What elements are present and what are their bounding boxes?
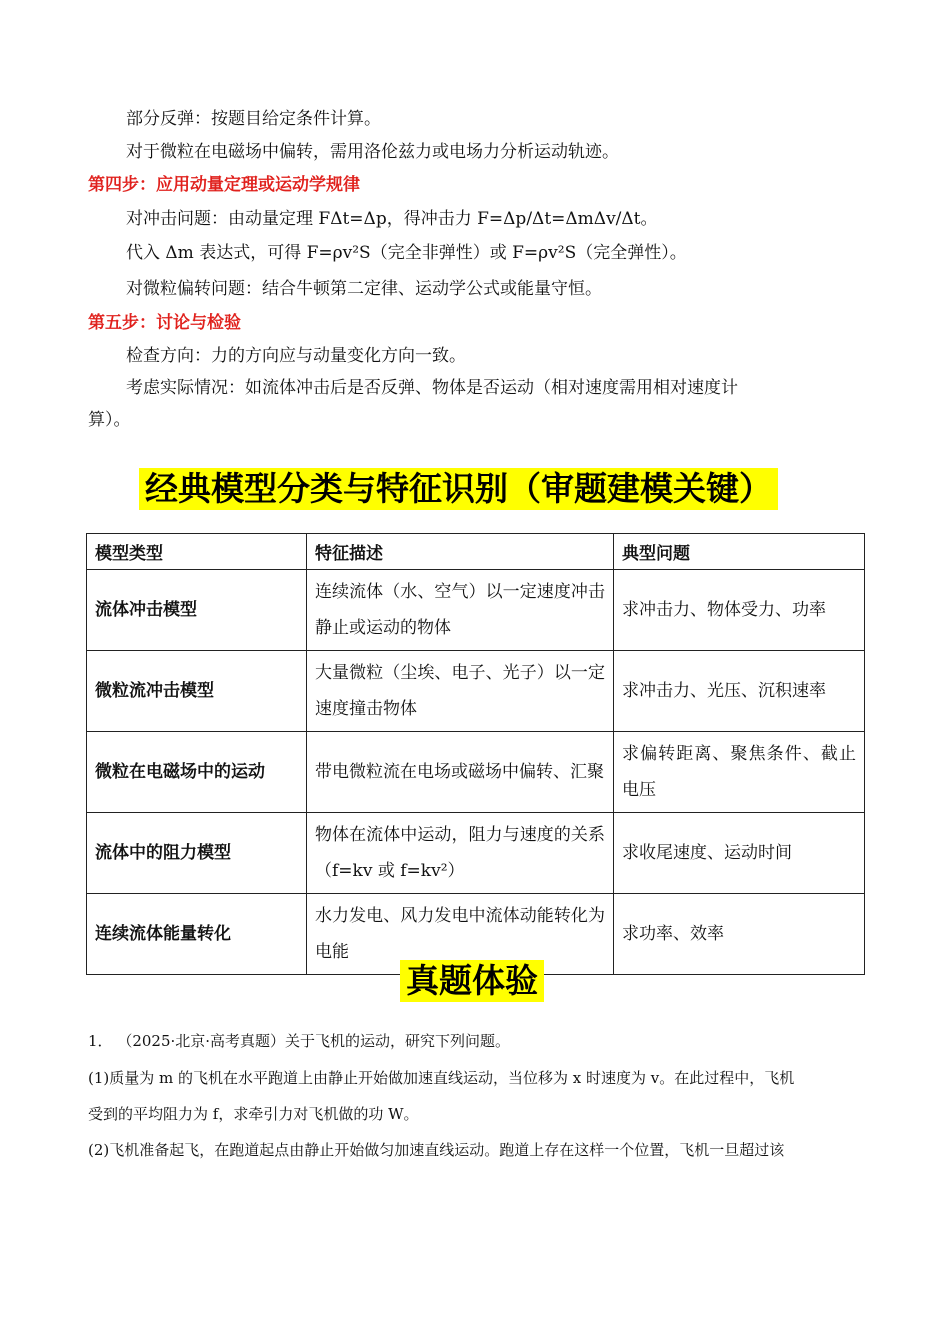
table-cell-problem: 求功率、效率	[614, 894, 865, 975]
table-cell-desc: 物体在流体中运动，阻力与速度的关系（f=kv 或 f=kv²）	[307, 813, 614, 894]
step4-title: 第四步：应用动量定理或运动学规律	[88, 175, 360, 195]
table-row	[87, 651, 865, 732]
step5-line-1: 检查方向：力的方向应与动量变化方向一致。	[126, 346, 466, 366]
table-cell-type: 流体中的阻力模型	[87, 813, 307, 894]
table-cell-problem: 求冲击力、光压、沉积速率	[614, 651, 865, 732]
table-cell-desc: 带电微粒流在电场或磁场中偏转、汇聚	[307, 732, 614, 813]
table-header-desc: 特征描述	[307, 534, 614, 570]
question-source: （2025·北京·高考真题）关于飞机的运动，研究下列问题。	[117, 1032, 511, 1050]
question-part1-line1: (1)质量为 m 的飞机在水平跑道上由静止开始做加速直线运动，当位移为 x 时速度为 v。在此过程中，飞机	[88, 1069, 795, 1087]
table-row	[87, 732, 865, 813]
table-cell-problem: 求偏转距离、聚焦条件、截止电压	[614, 732, 865, 813]
table-row	[87, 570, 865, 651]
step5-line-2: 考虑实际情况：如流体冲击后是否反弹、物体是否运动（相对速度需用相对速度计	[126, 378, 738, 398]
model-table	[86, 533, 865, 975]
intro-line-1: 部分反弹：按题目给定条件计算。	[126, 109, 381, 129]
table-header-problem: 典型问题	[614, 534, 865, 570]
table-row	[87, 813, 865, 894]
exam-title: 真题体验	[400, 960, 544, 1002]
table-header-row	[87, 534, 865, 570]
table-cell-desc: 连续流体（水、空气）以一定速度冲击静止或运动的物体	[307, 570, 614, 651]
table-cell-problem: 求冲击力、物体受力、功率	[614, 570, 865, 651]
intro-line-2: 对于微粒在电磁场中偏转，需用洛伦兹力或电场力分析运动轨迹。	[126, 142, 619, 162]
step4-line-3: 对微粒偏转问题：结合牛顿第二定律、运动学公式或能量守恒。	[126, 279, 602, 299]
step5-title: 第五步：讨论与检验	[88, 313, 241, 333]
table-cell-type: 流体冲击模型	[87, 570, 307, 651]
question-part2-line1: (2)飞机准备起飞，在跑道起点由静止开始做匀加速直线运动。跑道上存在这样一个位置，飞机一旦超过该	[88, 1141, 785, 1159]
step4-line-2: 代入 Δm 表达式，可得 F=ρv²S（完全非弹性）或 F=ρv²S（完全弹性）。	[126, 243, 687, 263]
table-header-type: 模型类型	[87, 534, 307, 570]
table-cell-problem: 求收尾速度、运动时间	[614, 813, 865, 894]
step4-line-1: 对冲击问题：由动量定理 FΔt=Δp，得冲击力 F=Δp/Δt=ΔmΔv/Δt。	[126, 209, 658, 229]
table-cell-type: 微粒在电磁场中的运动	[87, 732, 307, 813]
section-title: 经典模型分类与特征识别（审题建模关键）	[139, 468, 778, 510]
question-header	[88, 1031, 510, 1051]
question-number: 1．	[88, 1032, 113, 1050]
table-cell-type: 连续流体能量转化	[87, 894, 307, 975]
table-cell-type: 微粒流冲击模型	[87, 651, 307, 732]
step5-line-3: 算）。	[88, 410, 131, 430]
table-cell-desc: 大量微粒（尘埃、电子、光子）以一定速度撞击物体	[307, 651, 614, 732]
question-part1-line2: 受到的平均阻力为 f，求牵引力对飞机做的功 W。	[88, 1105, 419, 1123]
table-cell-desc: 水力发电、风力发电中流体动能转化为电能	[307, 894, 614, 975]
